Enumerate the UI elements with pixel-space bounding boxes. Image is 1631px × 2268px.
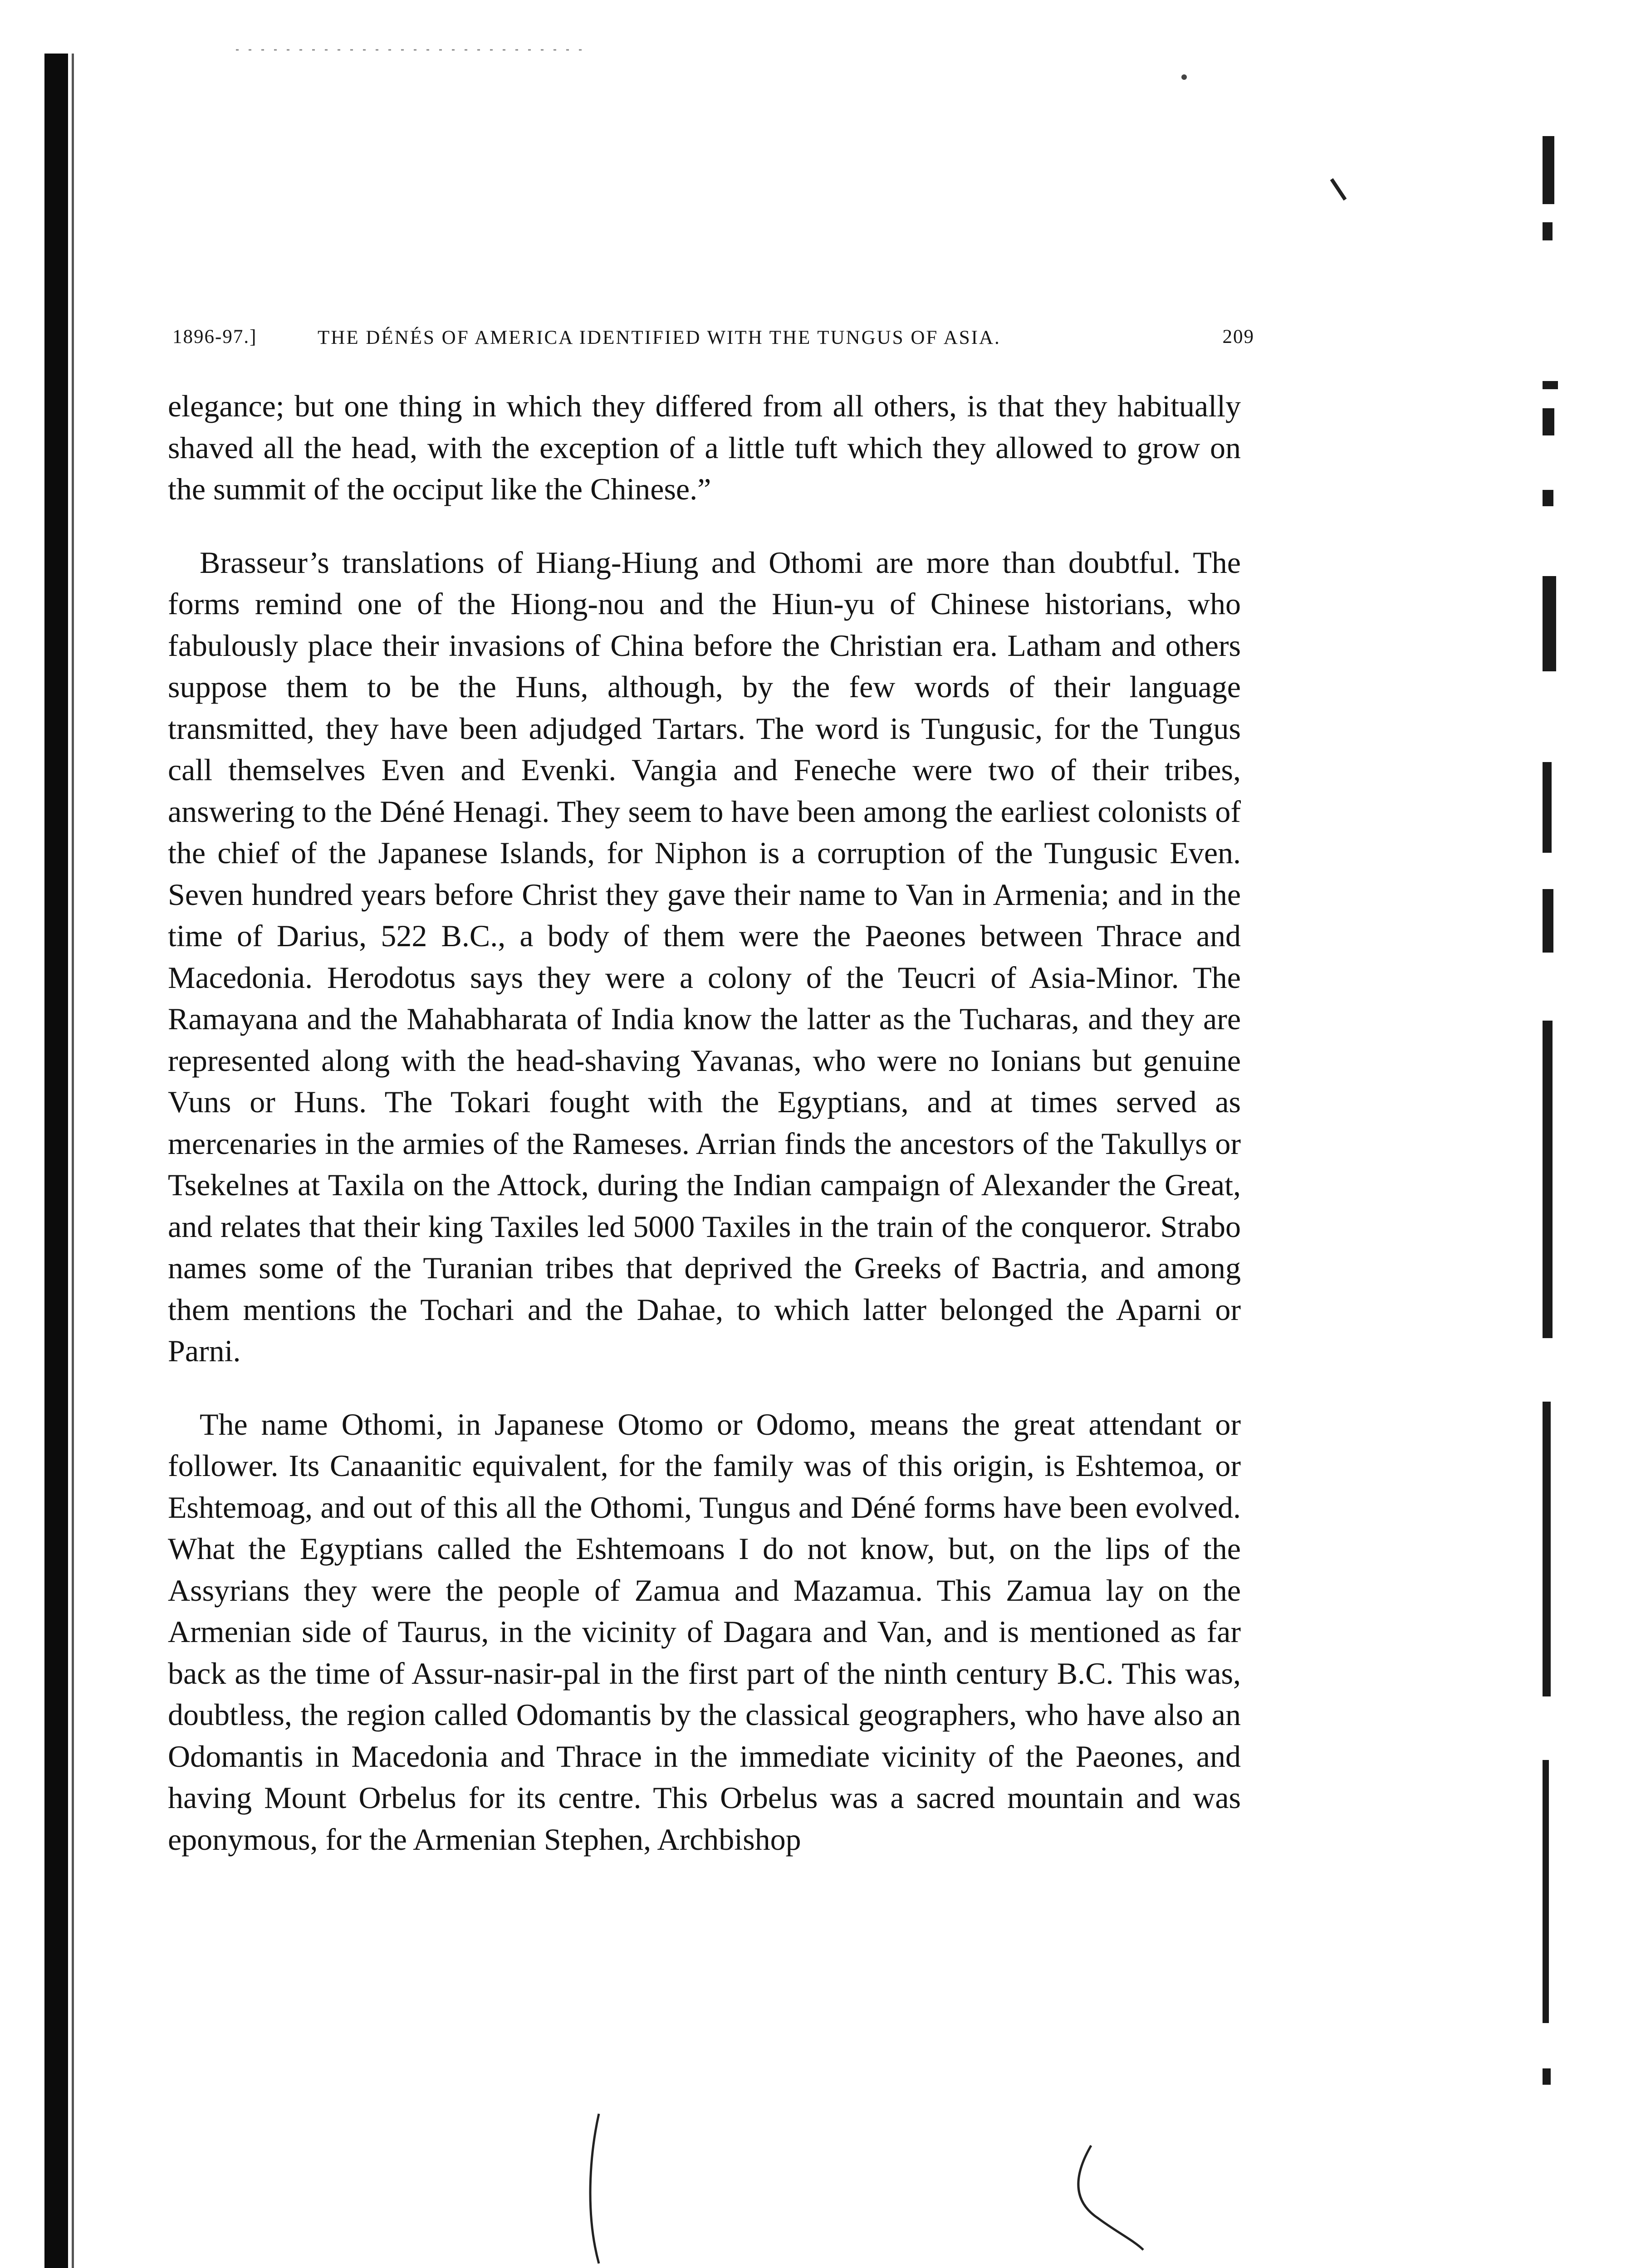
body-text — [168, 386, 1241, 1860]
running-header — [172, 326, 1254, 357]
paragraph-othomi: The name Othomi, in Japanese Otomo or Odomo, means the great attendant or follower. Its Canaanitic equivalent, for the family was of this origin, is Eshtemoa, or Eshtemoag, and out of this all the Othomi, Tungus and Déné forms have been evolved. What the Egyptians called the Eshtemoans I do not know, but, on the lips of the Assyrians they were the people of Zamua and Mazamua. This Zamua lay on the Armenian side of Taurus, in the vicinity of Dagara and Van, and is mentioned as far back as the time of Assur-nasir-pal in the first part of the ninth century B.C. This was, doubtless, the region called Odomantis by the classical geographers, who have also an Odomantis in Macedonia and Thrace in the immediate vicinity of the Paeones, and having Mount Orbelus for its centre. This Orbelus was a sacred mountain and was eponymous, for the Armenian Stephen, Archbishop — [168, 1407, 1241, 1857]
page-number: 209 — [1222, 326, 1254, 347]
volume-years: 1896-97.] — [172, 326, 257, 347]
paragraph-brasseur: Brasseur’s translations of Hiang-Hiung and Othomi are more than doubtful. The forms remind one of the Hiong-nou and the Hiun-yu of Chinese historians, who fabulously place their invasions of China before the Christian era. Latham and others suppose them to be the Huns, although, by the few words of their language transmitted, they have been adjudged Tartars. The word is Tungusic, for the Tungus call themselves Even and Evenki. Vangia and Feneche were two of their tribes, answering to the Déné Henagi. They seem to have been among the earliest colonists of the chief of the Japanese Islands, for Niphon is a corruption of the Tungusic Even. Seven hundred years before Christ they gave their name to Van in Armenia; and in the time of Darius, 522 B.C., a body of them were the Paeones between Thrace and Macedonia. Herodotus says they were a colony of the Teucri of Asia-Minor. The Ramayana and the Mahabharata of India know the latter as the Tucharas, and they are represented along with the head-shaving Yavanas, who were no Ionians but genuine Vuns or Huns. The Tokari fought with the Egyptians, and at times served as mercenaries in the armies of the Rameses. Arrian finds the ancestors of the Takullys or Tsekelnes at Taxila on the Attock, during the Indian campaign of Alexander the Great, and relates that their king Taxiles led 5000 Taxiles in the train of the conqueror. Strabo names some of the Turanian tribes that deprived the Greeks of Bactria, and among them mentions the Tochari and the Dahae, to which latter belonged the Aparni or Parni. — [168, 545, 1241, 1368]
running-title: THE DÉNÉS OF AMERICA IDENTIFIED WITH THE TUNGUS OF ASIA. — [318, 327, 1001, 348]
paragraph-continuation: elegance; but one thing in which they differed from all others, is that they habitually shaved all the head, with the exception of a little tuft which they allowed to grow on the summit of the occiput like the Chinese.” — [168, 389, 1241, 506]
